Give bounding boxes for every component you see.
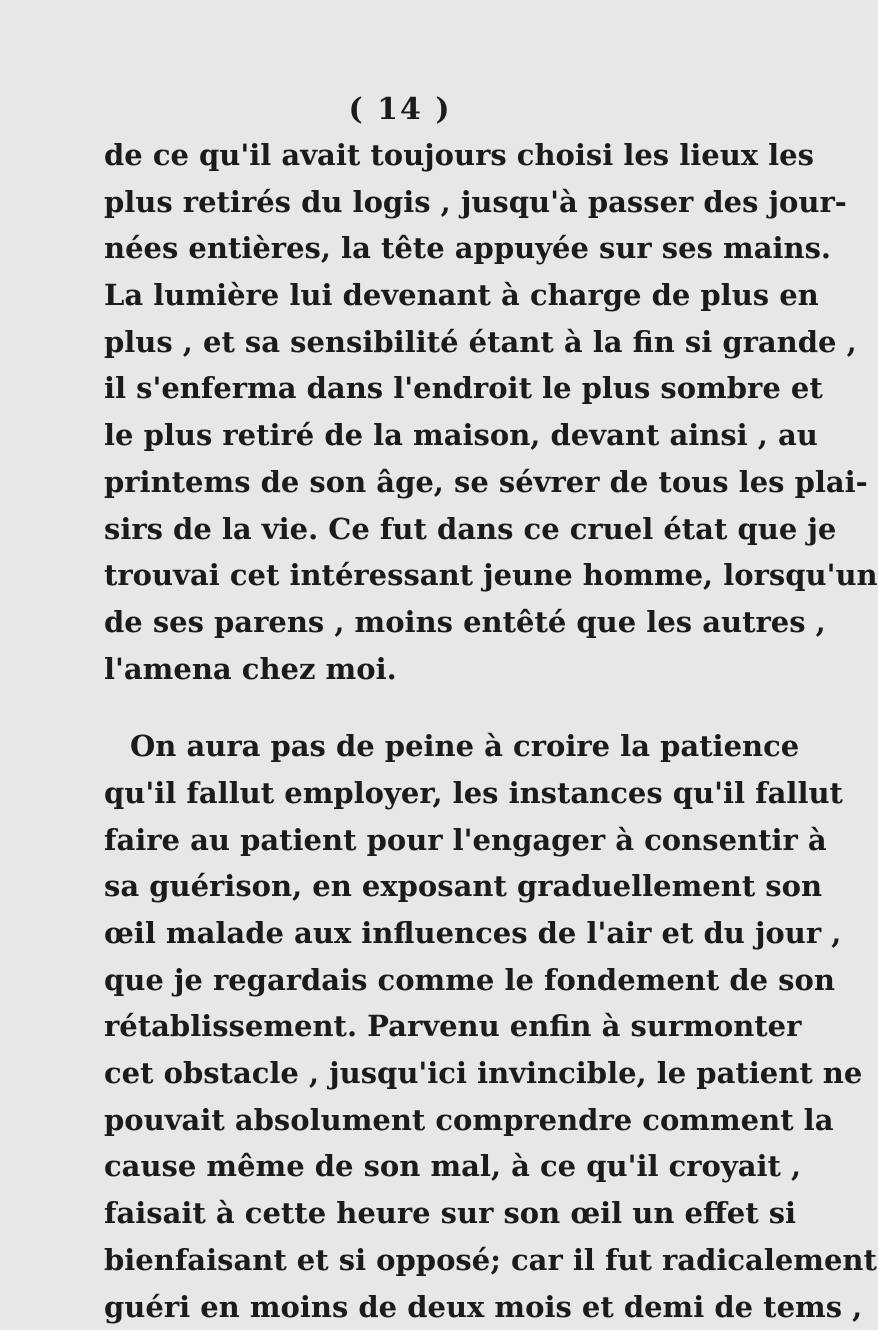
paragraph-1 xyxy=(104,132,704,692)
text-line: bienfaisant et si opposé; car il fut radicalement xyxy=(104,1237,704,1284)
text-line: rétablissement. Parvenu enfin à surmonter xyxy=(104,1003,704,1050)
text-line: faisait à cette heure sur son œil un effet si xyxy=(104,1190,704,1237)
text-line: faire au patient pour l'engager à consentir à xyxy=(104,817,704,864)
body-text xyxy=(104,132,704,1330)
text-line: guéri en moins de deux mois et demi de tems , xyxy=(104,1284,704,1330)
text-line: que je regardais comme le fondement de son xyxy=(104,957,704,1004)
paragraph-gap xyxy=(104,692,704,723)
text-line: sa guérison, en exposant graduellement son xyxy=(104,863,704,910)
text-line: On aura pas de peine à croire la patience xyxy=(104,723,704,770)
text-line: œil malade aux influences de l'air et du jour , xyxy=(104,910,704,957)
paragraph-2 xyxy=(104,723,704,1330)
text-line: l'amena chez moi. xyxy=(104,646,704,693)
text-line: cet obstacle , jusqu'ici invincible, le patient ne xyxy=(104,1050,704,1097)
text-line: pouvait absolument comprendre comment la xyxy=(104,1097,704,1144)
text-line: qu'il fallut employer, les instances qu'il fallut xyxy=(104,770,704,817)
text-line: le plus retiré de la maison, devant ainsi , au xyxy=(104,412,704,459)
text-line: de ses parens , moins entêté que les autres , xyxy=(104,599,704,646)
text-line: La lumière lui devenant à charge de plus en xyxy=(104,272,704,319)
page-number: ( 14 ) xyxy=(0,92,800,127)
text-line: trouvai cet intéressant jeune homme, lorsqu'un xyxy=(104,552,704,599)
text-line: sirs de la vie. Ce fut dans ce cruel état que je xyxy=(104,506,704,553)
text-line: il s'enferma dans l'endroit le plus sombre et xyxy=(104,365,704,412)
text-line: plus retirés du logis , jusqu'à passer des jour- xyxy=(104,179,704,226)
text-line: nées entières, la tête appuyée sur ses mains. xyxy=(104,225,704,272)
text-line: printems de son âge, se sévrer de tous les plai- xyxy=(104,459,704,506)
text-line: cause même de son mal, à ce qu'il croyait , xyxy=(104,1143,704,1190)
text-line: plus , et sa sensibilité étant à la fin si grande , xyxy=(104,319,704,366)
text-line: de ce qu'il avait toujours choisi les lieux les xyxy=(104,132,704,179)
